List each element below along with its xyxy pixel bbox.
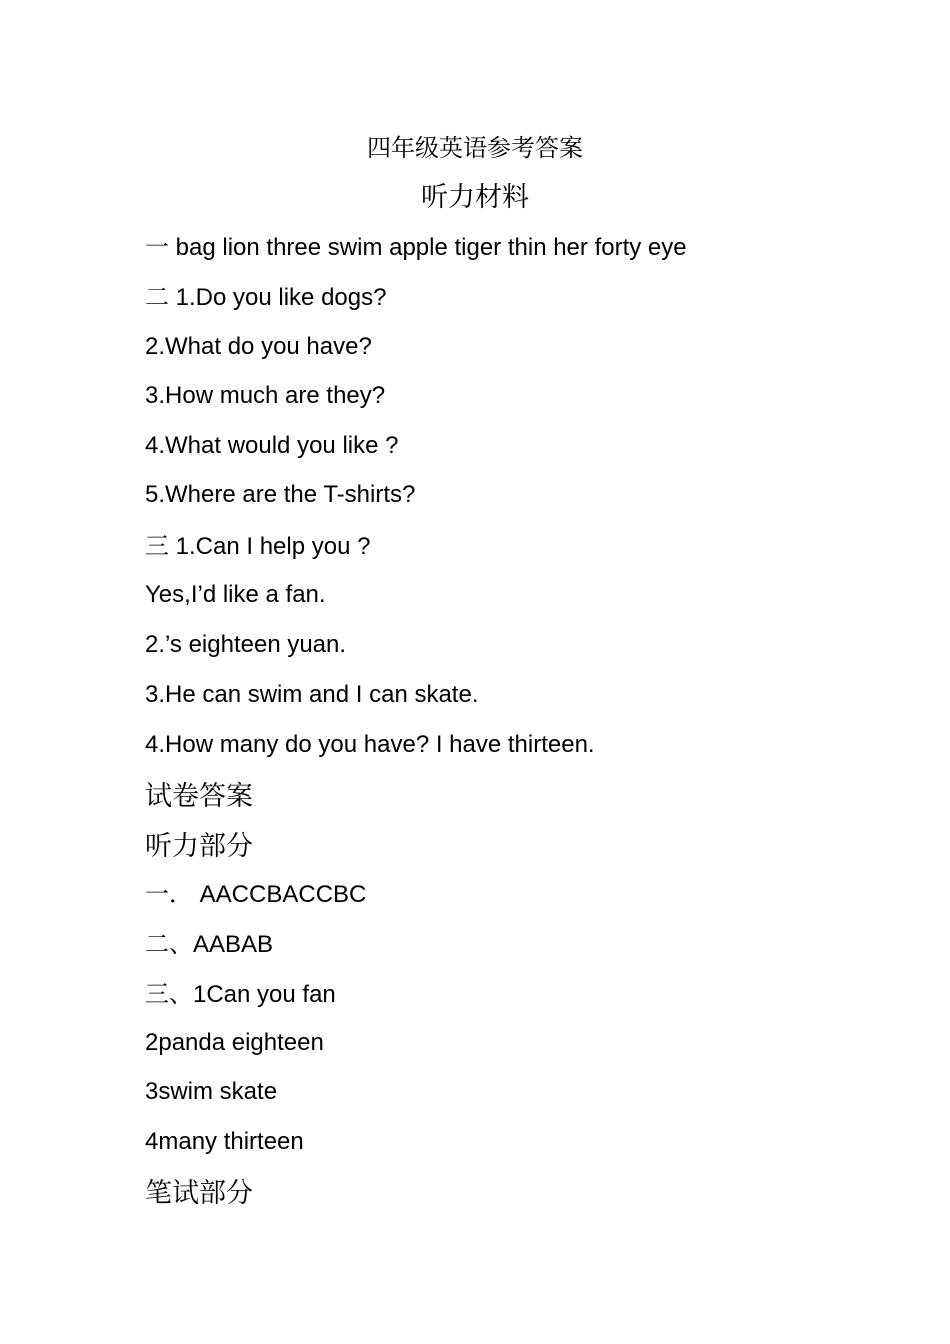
- text-line: 4.How many do you have? I have thirteen.: [145, 731, 595, 758]
- section-heading-test-answers: 试卷答案: [145, 781, 253, 812]
- text-line: 二 1.Do you like dogs?: [145, 284, 387, 311]
- text-line: Yes,I’d like a fan.: [145, 581, 326, 608]
- document-title: 四年级英语参考答案: [367, 134, 583, 162]
- text-line: 2.’s eighteen yuan.: [145, 631, 347, 658]
- text-line: 4.What would you like ?: [145, 432, 399, 459]
- text-line: 3.He can swim and I can skate.: [145, 681, 479, 708]
- section-heading-listening-material: 听力材料: [421, 182, 529, 213]
- text-line: 一 bag lion three swim apple tiger thin her forty eye: [145, 234, 687, 261]
- text-line: 三 1.Can I help you ?: [145, 533, 371, 560]
- answer-line: 一． AACCBACCBC: [145, 881, 367, 908]
- answer-line: 二、AABAB: [145, 931, 274, 958]
- text-line: 5.Where are the T-shirts?: [145, 481, 416, 508]
- section-heading-written-part: 笔试部分: [145, 1178, 253, 1209]
- answer-line: 3swim skate: [145, 1078, 278, 1105]
- answer-line: 4many thirteen: [145, 1128, 304, 1155]
- text-line: 2.What do you have?: [145, 333, 372, 360]
- text-line: 3.How much are they?: [145, 382, 386, 409]
- section-heading-listening-part: 听力部分: [145, 831, 253, 862]
- answer-line: 2panda eighteen: [145, 1029, 324, 1056]
- answer-line: 三、1Can you fan: [145, 981, 336, 1008]
